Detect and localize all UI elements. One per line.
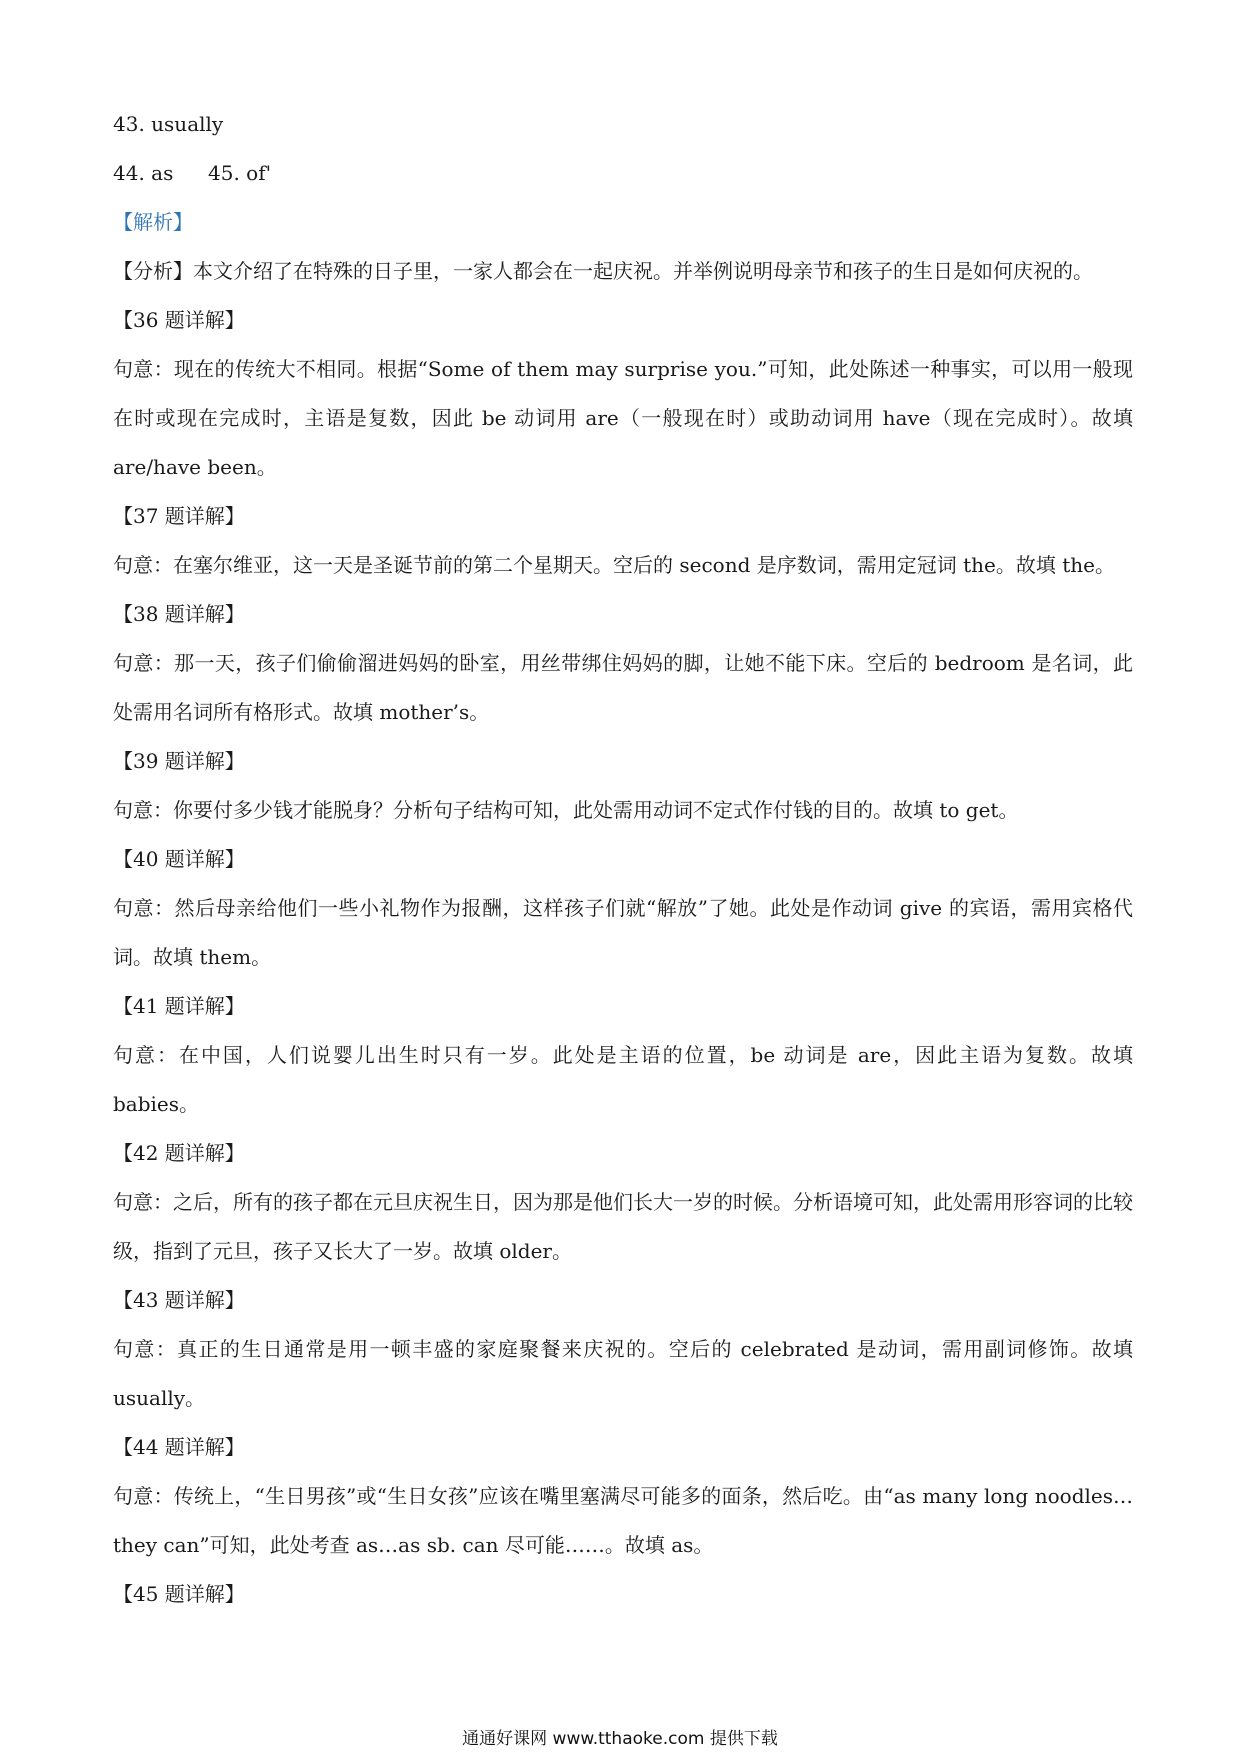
question-explanation: 句意：在塞尔维亚，这一天是圣诞节前的第二个星期天。空后的 second 是序数词，需用定冠词 the。故填 the。 (113, 553, 1115, 577)
question-explanation: 句意：之后，所有的孩子都在元旦庆祝生日，因为那是他们长大一岁的时候。分析语境可知，此处需用形容词的比较级，指到了元旦，孩子又长大了一岁。故填 older。 (113, 1190, 1133, 1263)
question-heading: 【36 题详解】 (113, 308, 245, 332)
question-explanation: 句意：现在的传统大不相同。根据“Some of them may surprise you.”可知，此处陈述一种事实，可以用一般现在时或现在完成时，主语是复数，因此 be 动词用 are（一般现在时）或助动词用 have（现在完成时）。故填 are/have been。 (113, 357, 1133, 479)
question-heading: 【38 题详解】 (113, 602, 245, 626)
document-page (113, 100, 1133, 1619)
answer-43: 43. usually (113, 112, 224, 136)
page-footer: 通通好课网 www.tthaoke.com 提供下载 (462, 1729, 778, 1749)
question-explanation: 句意：然后母亲给他们一些小礼物作为报酬，这样孩子们就“解放”了她。此处是作动词 give 的宾语，需用宾格代词。故填 them。 (113, 896, 1133, 969)
question-explanation: 句意：那一天，孩子们偷偷溜进妈妈的卧室，用丝带绑住妈妈的脚，让她不能下床。空后的 bedroom 是名词，此处需用名词所有格形式。故填 mother’s。 (113, 651, 1133, 724)
question-heading: 【42 题详解】 (113, 1141, 245, 1165)
question-explanation: 句意：你要付多少钱才能脱身？分析句子结构可知，此处需用动词不定式作付钱的目的。故填 to get。 (113, 798, 1019, 822)
question-heading: 【43 题详解】 (113, 1288, 245, 1312)
question-heading: 【45 题详解】 (113, 1582, 245, 1606)
analysis-paragraph: 【分析】本文介绍了在特殊的日子里，一家人都会在一起庆祝。并举例说明母亲节和孩子的生日是如何庆祝的。 (113, 259, 1093, 283)
question-heading: 【39 题详解】 (113, 749, 245, 773)
question-explanation: 句意：传统上，“生日男孩”或“生日女孩”应该在嘴里塞满尽可能多的面条，然后吃。由“as many long noodles…they can”可知，此处考查 as…as sb. can 尽可能……。故填 as。 (113, 1484, 1133, 1557)
answer-45: 45. of' (208, 161, 272, 185)
answer-44: 44. as (113, 161, 174, 185)
question-heading: 【44 题详解】 (113, 1435, 245, 1459)
jiexi-label: 【解析】 (113, 210, 193, 234)
question-explanation: 句意：真正的生日通常是用一顿丰盛的家庭聚餐来庆祝的。空后的 celebrated 是动词，需用副词修饰。故填 usually。 (113, 1337, 1133, 1410)
question-heading: 【41 题详解】 (113, 994, 245, 1018)
question-heading: 【37 题详解】 (113, 504, 245, 528)
answer-row-44-45 (113, 149, 1133, 198)
question-heading: 【40 题详解】 (113, 847, 245, 871)
question-explanation: 句意：在中国，人们说婴儿出生时只有一岁。此处是主语的位置，be 动词是 are，因此主语为复数。故填 babies。 (113, 1043, 1133, 1116)
